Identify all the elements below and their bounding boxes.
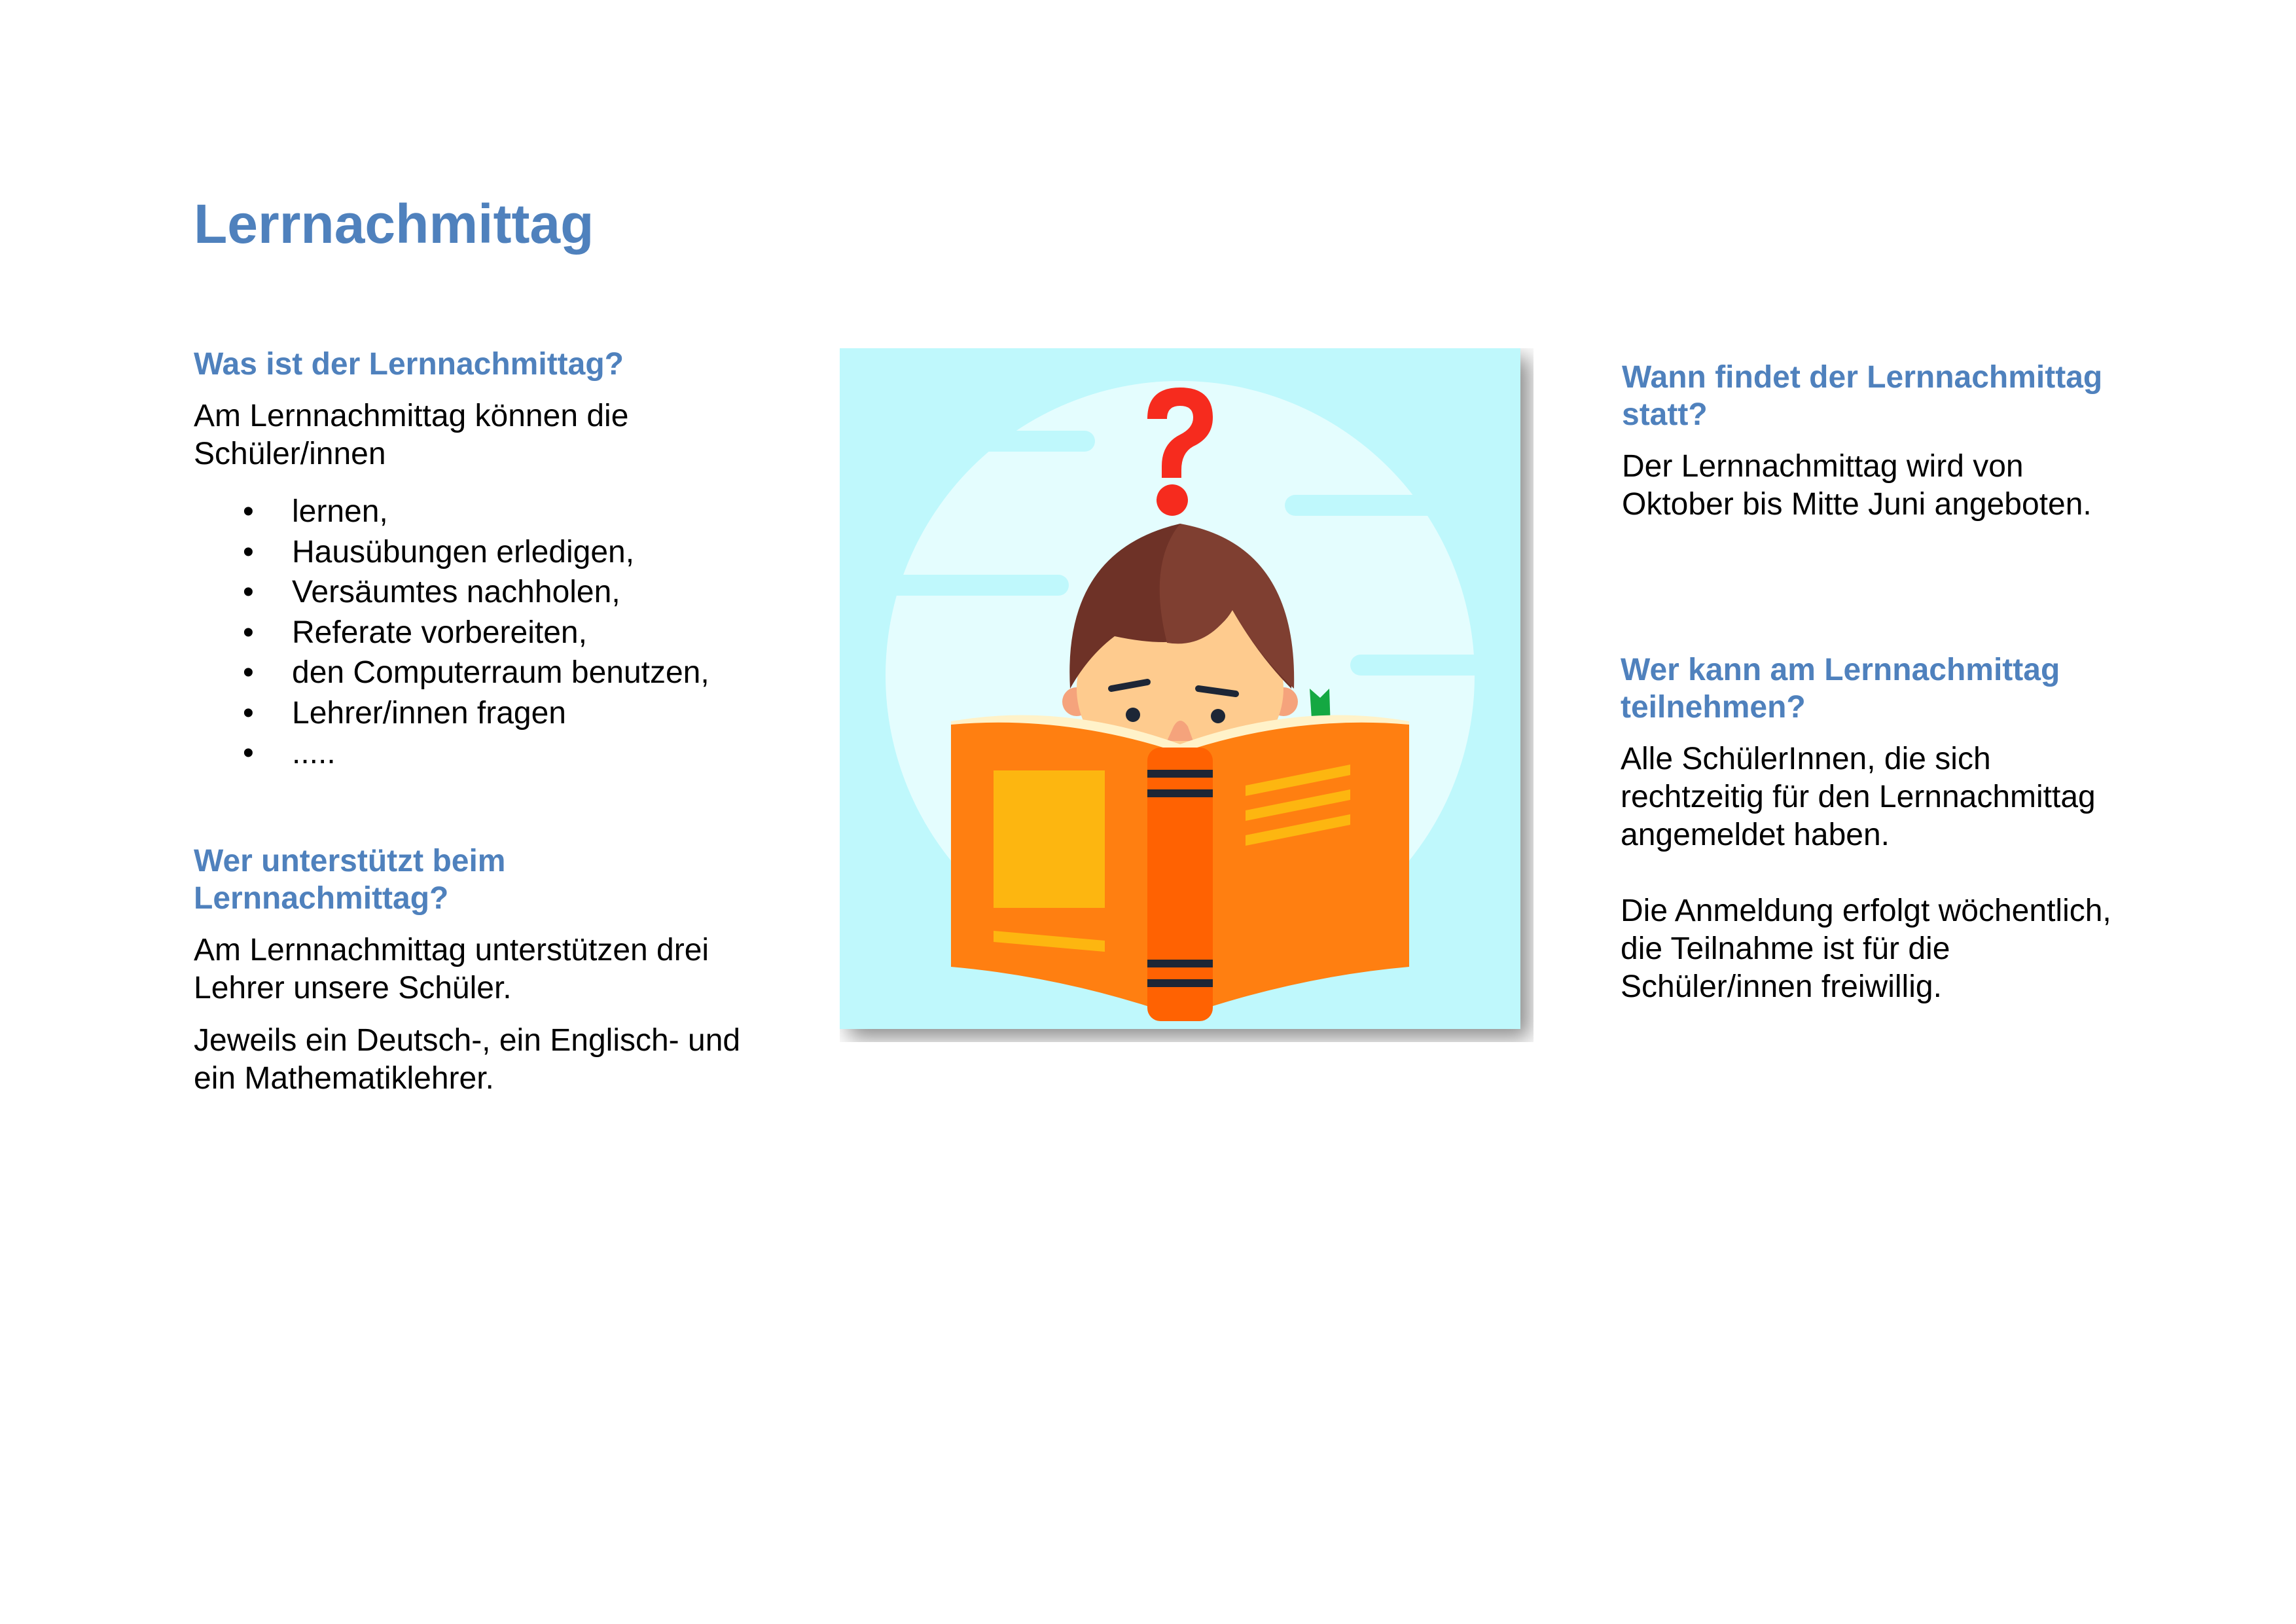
eye: [1126, 708, 1140, 722]
cloud-streak: [1350, 655, 1520, 676]
cloud-streak: [931, 431, 1095, 452]
list-item: • Hausübungen erledigen,: [194, 532, 783, 573]
section-text: Alle SchülerInnen, die sich rechtzeitig für den Lernnachmittag angemeldet haben.: [1621, 742, 2096, 852]
section-heading: Wann findet der Lernnachmittag statt?: [1622, 360, 2103, 432]
cloud-streak: [879, 575, 1069, 596]
list-item: • Lehrer/innen fragen: [194, 693, 783, 734]
section-text: [194, 397, 783, 473]
cover-panel: [994, 770, 1105, 908]
student-reading-illustration: [840, 348, 1534, 1042]
section-heading: Wer unterstützt beim Lernnachmittag?: [194, 844, 506, 916]
list-item: • Versäumtes nachholen,: [194, 572, 783, 613]
list-item: • Referate vorbereiten,: [194, 613, 783, 653]
section-text: Die Anmeldung erfolgt wöchentlich, die Teilnahme ist für die Schüler/innen freiwillig.: [1621, 893, 2111, 1004]
illustration-svg: [840, 348, 1534, 1042]
bullet-icon: •: [243, 615, 254, 650]
section-heading: Was ist der Lernnachmittag?: [194, 347, 624, 382]
bullet-icon: •: [243, 575, 254, 609]
bullet-icon: •: [243, 494, 254, 529]
cloud-streak: [1285, 495, 1448, 516]
bullet-icon: •: [243, 695, 254, 731]
section-text: Jeweils ein Deutsch-, ein Englisch- und ein Mathematiklehrer.: [194, 1023, 741, 1096]
text-line: Am Lernnachmittag können die: [194, 399, 629, 433]
list-item: • den Computerraum benutzen,: [194, 653, 783, 693]
bullet-icon: •: [243, 736, 254, 770]
section-wer-unterstuetzt: [194, 842, 783, 1098]
section-heading: Wer kann am Lernnachmittag teilnehmen?: [1621, 653, 2060, 725]
section-wann: [1622, 359, 2211, 524]
bullet-icon: •: [243, 534, 254, 569]
list-item: • lernen,: [194, 492, 783, 532]
section-was-ist: [194, 346, 783, 774]
section-wer-kann: [1621, 651, 2210, 1006]
section-text: Am Lernnachmittag unterstützen drei Lehrer unsere Schüler.: [194, 933, 709, 1005]
section-text: Der Lernnachmittag wird von Oktober bis Mitte Juni angeboten.: [1622, 449, 2092, 522]
text-line: Schüler/innen: [194, 437, 386, 471]
list-item: • .....: [194, 733, 783, 774]
activity-list: [194, 492, 783, 774]
bullet-icon: •: [243, 655, 254, 690]
eye: [1211, 709, 1225, 723]
page-title: Lerrnachmittag: [194, 193, 594, 255]
